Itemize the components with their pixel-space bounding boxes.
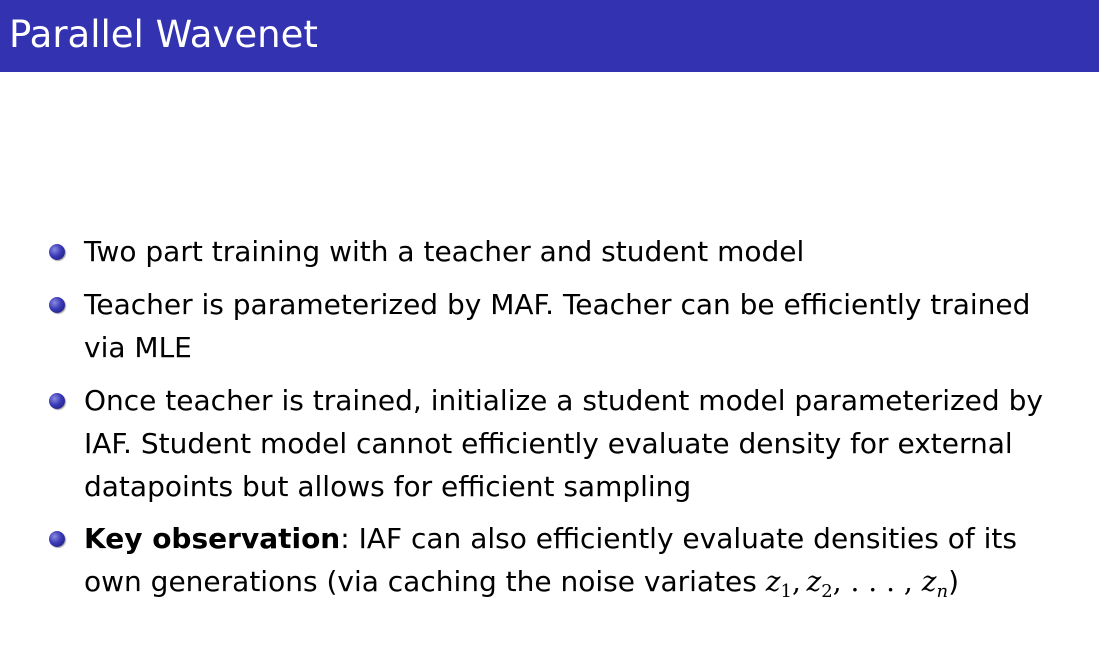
bullet-4-line-1-rest: : IAF can also efficiently evaluate densities of its (340, 522, 1017, 555)
bullet-icon (49, 297, 65, 313)
bullet-4-line-1 (84, 517, 1084, 560)
math-zn-subscript: n (936, 581, 949, 602)
noise-variates-math: $z_1$, $z_2$, . . . , $z_n$ (765, 565, 949, 602)
bullet-2-line-2: via MLE (84, 331, 192, 364)
bullet-4-line-2-prefix: own generations (via caching the noise variates (84, 565, 766, 598)
bullet-icon (49, 531, 65, 547)
math-z2: z (806, 565, 822, 598)
bullet-3-line-2: IAF. Student model cannot efficiently evaluate density for external (84, 427, 1013, 460)
page-title: Parallel Wavenet (9, 13, 318, 56)
math-z1: z (765, 565, 781, 598)
bullet-text-1 (84, 230, 1084, 273)
bullet-text-2 (84, 283, 1084, 369)
math-z1-subscript: 1 (780, 581, 792, 602)
math-zn: z (921, 565, 937, 598)
math-ellipsis: , . . . , (832, 565, 922, 598)
bullet-4-line-2-suffix: ) (948, 565, 960, 598)
bullet-1-line-1: Two part training with a teacher and student model (84, 235, 805, 268)
bullet-icon (49, 393, 65, 409)
math-z2-subscript: 2 (821, 581, 833, 602)
bullet-3-line-1: Once teacher is trained, initialize a student model parameterized by (84, 384, 1043, 417)
key-observation-label: Key observation (84, 522, 341, 555)
bullet-text-3 (84, 379, 1084, 508)
bullet-text-4 (84, 517, 1084, 603)
bullet-3-line-3: datapoints but allows for efficient sampling (84, 470, 692, 503)
bullet-icon (49, 244, 65, 260)
bullet-4-line-2 (84, 560, 1084, 603)
bullet-2-line-1: Teacher is parameterized by MAF. Teacher can be efficiently trained (84, 288, 1031, 321)
